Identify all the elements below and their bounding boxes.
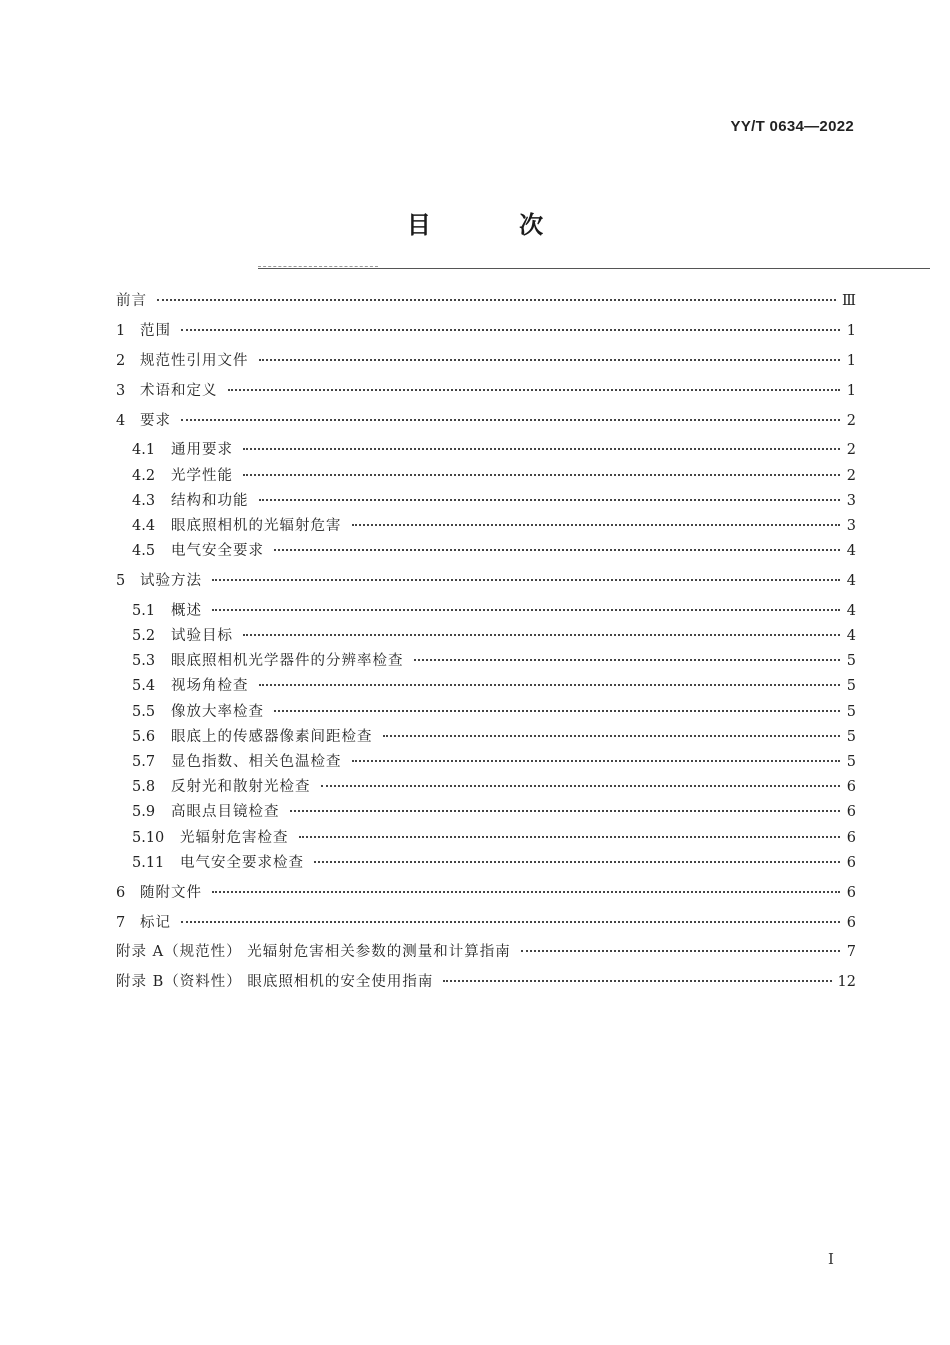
toc-title: 目 次	[406, 211, 584, 239]
toc-entry-label: 像放大率检查	[171, 703, 264, 720]
toc-entry[interactable]	[116, 569, 856, 594]
toc-entry-label: 眼底上的传感器像素间距检查	[171, 728, 373, 745]
toc-entry-label: 随附文件	[140, 884, 202, 901]
toc-entry-page: 6	[846, 779, 856, 796]
toc-entry[interactable]	[116, 911, 856, 936]
toc-dot-leader	[228, 388, 841, 391]
toc-entry[interactable]	[116, 970, 856, 995]
toc-entry-page: 6	[846, 804, 856, 821]
toc-entry-page: 6	[846, 884, 856, 901]
toc-entry-page: 4	[846, 573, 856, 589]
toc-entry-label: 附录 B（资料性） 眼底照相机的安全使用指南	[116, 974, 434, 991]
toc-dot-leader	[521, 949, 840, 952]
toc-entry[interactable]	[116, 464, 856, 489]
toc-entry-number: 5.4	[132, 678, 156, 695]
toc-entry-label: 附录 A（规范性） 光辐射危害相关参数的测量和计算指南	[116, 944, 511, 961]
toc-entry-label: 显色指数、相关色温检查	[171, 754, 342, 770]
toc-entry-page: 12	[837, 974, 856, 991]
toc-entry[interactable]	[116, 289, 856, 314]
toc-entry-number: 5.1	[132, 602, 156, 619]
toc-entry[interactable]	[116, 750, 856, 775]
toc-entry-number: 1	[116, 322, 126, 339]
toc-entry-label: 电气安全要求检查	[180, 854, 304, 871]
toc-dot-leader	[181, 328, 840, 331]
toc-dot-leader	[259, 498, 841, 501]
toc-entry[interactable]	[116, 514, 856, 539]
toc-dot-leader	[212, 608, 840, 611]
toc-entry-number: 5.8	[132, 779, 156, 796]
toc-entry-page: 5	[846, 678, 856, 695]
toc-entry-label: 结构和功能	[171, 492, 249, 509]
toc-entry[interactable]	[116, 319, 856, 344]
toc-entry[interactable]	[116, 438, 856, 463]
toc-dot-leader	[443, 979, 831, 982]
toc-entry-label: 术语和定义	[140, 382, 218, 399]
toc-entry-number: 4.1	[132, 442, 156, 459]
toc-dot-leader	[243, 473, 840, 476]
toc-entry-page: 3	[846, 517, 856, 534]
toc-entry-number: 4.2	[132, 467, 156, 484]
toc-entry[interactable]	[116, 940, 856, 965]
title-rule	[258, 268, 930, 269]
toc-entry-label: 电气安全要求	[171, 543, 264, 560]
toc-entry-label: 标记	[140, 914, 171, 931]
toc-entry-label: 试验方法	[140, 573, 202, 589]
toc-entry-page: 5	[846, 728, 856, 745]
toc-entry-number: 5.10	[132, 829, 165, 846]
toc-entry-number: 4.4	[132, 517, 156, 534]
toc-entry-page: 1	[846, 322, 856, 339]
toc-entry-label: 通用要求	[171, 442, 233, 459]
toc-entry-label: 试验目标	[171, 628, 233, 645]
toc-entry-label: 前言	[116, 293, 147, 309]
toc-entry-number: 5.2	[132, 628, 156, 645]
toc-entry[interactable]	[116, 800, 856, 825]
toc-entry-number: 4.5	[132, 543, 156, 560]
toc-entry-page: 6	[846, 829, 856, 846]
toc-entry[interactable]	[116, 409, 856, 434]
toc-entry-number: 5.7	[132, 754, 156, 770]
toc-entry[interactable]	[116, 624, 856, 649]
toc-dot-leader	[352, 759, 841, 762]
toc-entry-number: 4.3	[132, 492, 156, 509]
toc-entry-number: 2	[116, 352, 126, 369]
toc-entry-number: 5	[116, 573, 126, 589]
toc-dot-leader	[243, 633, 840, 636]
toc-dot-leader	[352, 523, 841, 526]
toc-entry-number: 5.9	[132, 804, 156, 821]
toc-entry[interactable]	[116, 775, 856, 800]
toc-entry[interactable]	[116, 674, 856, 699]
toc-dot-leader	[157, 298, 836, 301]
page-number: I	[828, 1250, 834, 1268]
toc-entry-number: 5.6	[132, 728, 156, 745]
toc-entry-label: 规范性引用文件	[140, 352, 249, 369]
toc-entry-page: 4	[846, 602, 856, 619]
toc-entry-page: 4	[846, 628, 856, 645]
toc-entry[interactable]	[116, 599, 856, 624]
toc-entry-page: 1	[846, 352, 856, 369]
toc-entry-label: 眼底照相机的光辐射危害	[171, 517, 342, 534]
toc-dot-leader	[321, 784, 841, 787]
toc-entry[interactable]	[116, 489, 856, 514]
toc-entry-number: 3	[116, 382, 126, 399]
toc-entry-label: 反射光和散射光检查	[171, 779, 311, 796]
toc-entry-label: 范围	[140, 322, 171, 339]
toc-dot-leader	[290, 809, 841, 812]
toc-dot-leader	[274, 548, 840, 551]
toc-dot-leader	[259, 358, 841, 361]
standard-code: YY/T 0634—2022	[730, 118, 854, 135]
toc-entry[interactable]	[116, 881, 856, 906]
toc-dot-leader	[243, 447, 840, 450]
toc-entry[interactable]	[116, 649, 856, 674]
toc-entry-page: 7	[846, 944, 856, 961]
toc-dot-leader	[383, 734, 841, 737]
toc-entry-number: 7	[116, 914, 126, 931]
toc-entry-label: 要求	[140, 412, 171, 429]
toc-dot-leader	[259, 683, 841, 686]
toc-entry-number: 5.11	[132, 854, 165, 871]
toc-entry-page: 2	[846, 442, 856, 459]
toc-entry-number: 5.5	[132, 703, 156, 720]
toc-entry-page: Ⅲ	[842, 293, 856, 309]
toc-dot-leader	[181, 920, 840, 923]
table-of-contents	[116, 289, 856, 995]
toc-entry-label: 视场角检查	[171, 678, 249, 695]
toc-dot-leader	[274, 709, 840, 712]
toc-entry-page: 5	[846, 653, 856, 670]
toc-entry-page: 3	[846, 492, 856, 509]
toc-entry[interactable]	[116, 826, 856, 851]
toc-dot-leader	[414, 658, 841, 661]
toc-entry-label: 光辐射危害检查	[180, 829, 289, 846]
toc-entry[interactable]	[116, 379, 856, 404]
toc-entry[interactable]	[116, 851, 856, 876]
toc-entry[interactable]	[116, 539, 856, 564]
toc-entry-page: 6	[846, 854, 856, 871]
toc-entry-page: 5	[846, 703, 856, 720]
title-rule-left	[258, 266, 378, 267]
toc-entry-label: 概述	[171, 602, 202, 619]
toc-dot-leader	[314, 860, 840, 863]
toc-entry-page: 2	[846, 412, 856, 429]
toc-entry-page: 2	[846, 467, 856, 484]
toc-entry-number: 6	[116, 884, 126, 901]
toc-entry[interactable]	[116, 349, 856, 374]
toc-entry-label: 光学性能	[171, 467, 233, 484]
toc-entry-page: 6	[846, 914, 856, 931]
toc-entry[interactable]	[116, 725, 856, 750]
toc-dot-leader	[212, 578, 840, 581]
toc-entry[interactable]	[116, 700, 856, 725]
toc-entry-page: 4	[846, 543, 856, 560]
toc-dot-leader	[212, 890, 840, 893]
toc-dot-leader	[299, 835, 841, 838]
toc-entry-number: 4	[116, 412, 126, 429]
toc-entry-label: 眼底照相机光学器件的分辨率检查	[171, 653, 404, 670]
toc-entry-label: 高眼点目镜检查	[171, 804, 280, 821]
toc-entry-page: 1	[846, 382, 856, 399]
toc-entry-number: 5.3	[132, 653, 156, 670]
toc-entry-page: 5	[846, 754, 856, 770]
toc-dot-leader	[181, 418, 840, 421]
